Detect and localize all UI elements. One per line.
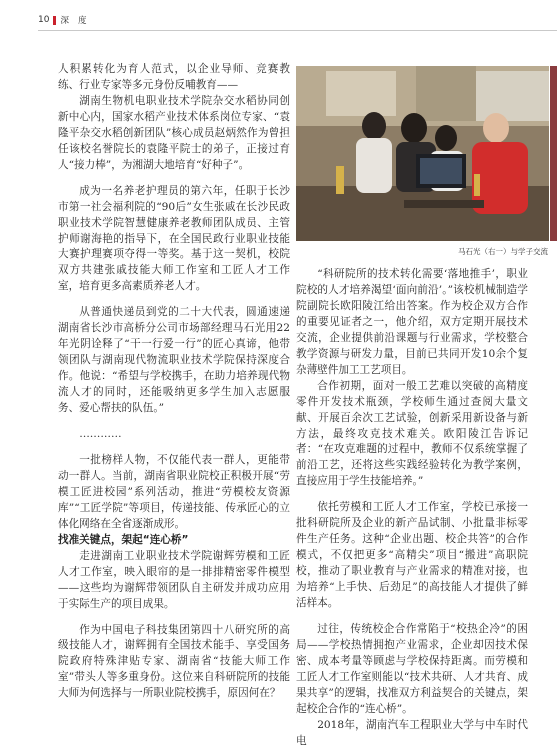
paragraph-gap	[58, 613, 290, 623]
paragraph: 走进湖南工业职业技术学院谢辉劳模和工匠人才工作室，映入眼帘的是一排排精密零件模型——这些均为谢辉带领团队自主研发并成功应用于实际生产的项目成果。	[58, 549, 290, 610]
paragraph: 作为中国电子科技集团第四十八研究所的高级技能人才，谢辉拥有全国技术能手、享受国务院政府特殊津贴专家、湖南省“技能大师工作室”带头人等多重身份。这位来自科研院所的技能大师为何选择与一所职业院校携手，原因何在？	[58, 623, 290, 700]
photo-caption: 马石光（右一）与学子交流	[458, 247, 548, 256]
adjacent-photo-edge	[550, 66, 557, 241]
header-accent-bar	[53, 16, 56, 25]
header-divider	[38, 30, 557, 31]
paragraph: 湖南生物机电职业技术学院杂交水稻协同创新中心内，国家水稻产业技术体系岗位专家、“袁隆平杂交水稻创新团队”核心成员赵炳然作为曾担任该校名誉院长的袁隆平院士的弟子，正接过育人“接力棒”，为湘湖大地培育“好种子”。	[58, 94, 290, 171]
paragraph: 依托劳模和工匠人才工作室，学校已承接一批科研院所及企业的新产品试制、小批量非标零件生产任务。这种“企业出题、校企共答”的合作模式，不仅把更多“高精尖”项目“搬进”高职院校，推动了职业教育与产业需求的精准对接，也为培养“上手快、后劲足”的高技能人才提供了鲜活样本。	[296, 501, 528, 610]
paragraph: 过往，传统校企合作常陷于“校热企冷”的困局——学校热情拥抱产业需求，企业却因技术保密、成本考量等顾虑与学校保持距离。而劳模和工匠人才工作室则能以“技术共研、人才共育、成果共享”的逻辑，找准双方利益契合的关键点，架起校企合作的“连心桥”。	[296, 623, 528, 715]
paragraph: 从普通快递员到党的二十大代表，圆通速递湖南省长沙市高桥分公司市场部经理马石光用22年光阴诠释了“干一行爱一行”的匠心真谛，他带领团队与湖南现代物流职业技术学院保持深度合作。他说：“希望与学校携手，在助力培养现代物流人才的同时，还能吸纳更多学生加入志愿服务、爱心帮扶的队伍。”	[58, 306, 290, 415]
photo-people-at-computer	[296, 66, 549, 241]
page-number: 10	[38, 15, 50, 25]
paragraph: “科研院所的技术转化需要‘落地推手’，职业院校的人才培养渴望‘面向前沿’。”该校机械制造学院副院长欧阳陵江给出答案。作为校企双方合作的重要见证者之一，他介绍，双方定期开展技术交流，企业提供前沿课题与行业需求，学校整合教学资源与研发力量，目前已共同开发10余个复杂薄壁件加工工艺项目。	[296, 268, 528, 376]
ellipsis-line: …………	[79, 428, 122, 441]
section-title: 深度	[60, 16, 96, 26]
paragraph-gap	[58, 295, 290, 305]
paragraph: 人积累转化为育人范式，以企业导师、竞赛教练、行业专家等多元身份反哺教育——	[58, 63, 290, 91]
right-column	[296, 267, 528, 746]
paragraph: 2018年，湖南汽车工程职业大学与中车时代电	[296, 718, 528, 746]
paragraph-gap	[58, 417, 290, 427]
paragraph: 合作初期，面对一般工艺难以突破的高精度零件开发技术瓶颈，学校师生通过查阅大量文献、开展百余次工艺试验，创新采用新设备与新方法，最终攻克技术难关。欧阳陵江告诉记者：“在攻克难题的过程中，教师不仅系统掌握了前沿工艺，还将这些实践经验转化为教学案例，直接应用于学生技能培养。”	[296, 379, 528, 488]
paragraph-gap	[296, 612, 528, 622]
left-column	[58, 62, 290, 702]
paragraph: 一批榜样人物，不仅能代表一群人，更能带动一群人。当前，湖南省职业院校正积极开展“劳模工匠进校园”系列活动，推进“劳模校友资源库”“工匠学院”等项目，传递技能、传承匠心的立体化网络在全省逐渐成形。	[58, 453, 290, 530]
section-subheading: 找准关键点，架起“连心桥”	[58, 533, 189, 546]
paragraph-gap	[58, 443, 290, 453]
paragraph-gap	[58, 174, 290, 184]
paragraph-gap	[296, 490, 528, 500]
page-header	[38, 11, 95, 29]
paragraph: 成为一名养老护理员的第六年，任职于长沙市第一社会福利院的“90后”女生张戚在长沙民政职业技术学院智慧健康养老教师团队成员、主管护师谢海艳的指导下，在全国民政行业职业技能大赛护理赛项夺得一等奖。基于这一契机，校院双方共建张戚技能大师工作室和工匠人才工作室，培育更多高素质养老人才。	[58, 184, 290, 293]
